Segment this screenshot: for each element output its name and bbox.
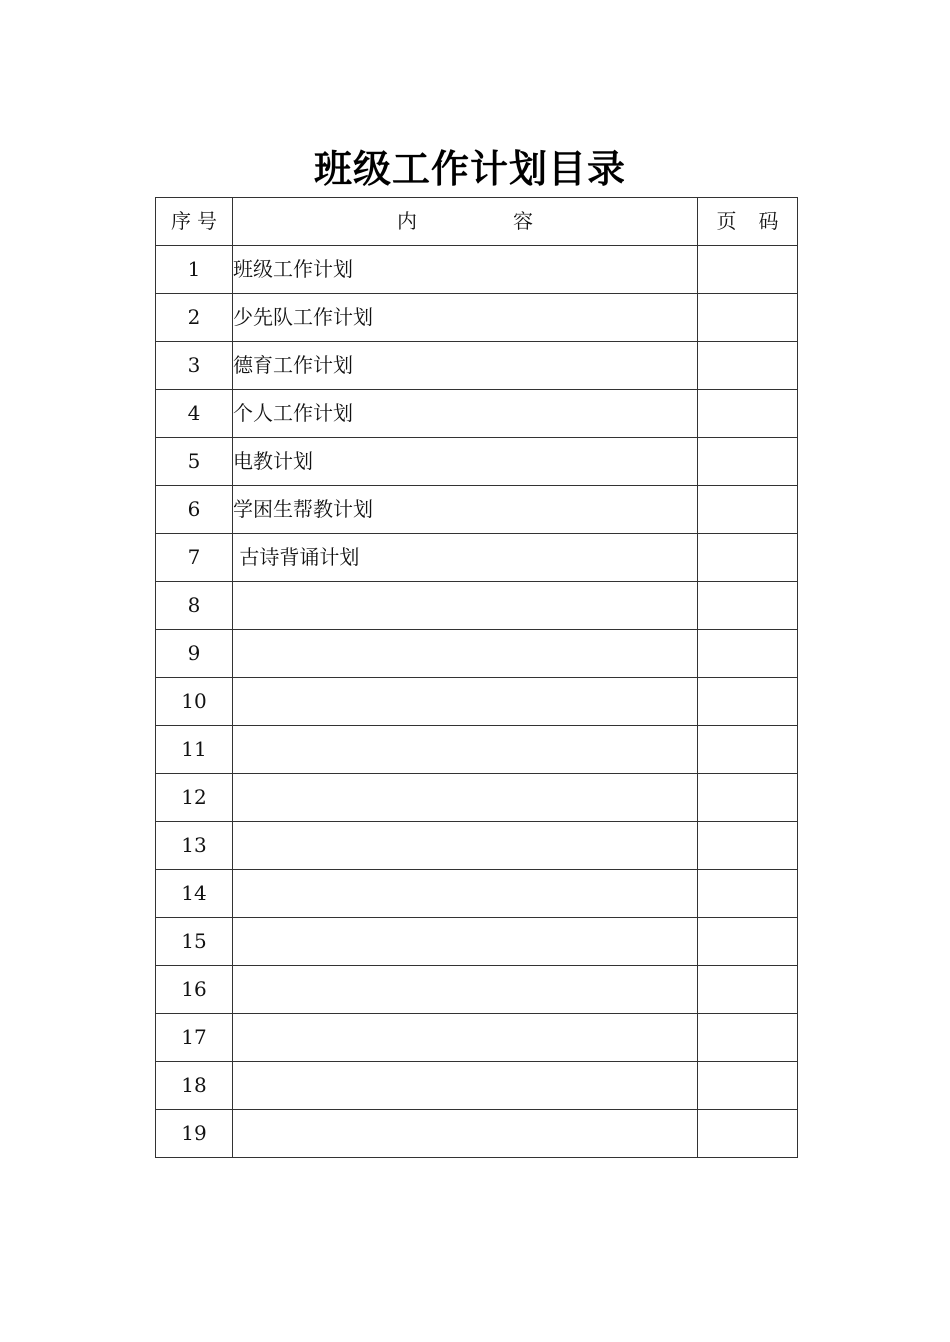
row-number-cell: 14 (156, 870, 233, 918)
row-number-cell: 3 (156, 342, 233, 390)
row-page-cell (698, 294, 798, 342)
header-number-char-1: 序 (171, 209, 191, 233)
row-number-cell: 10 (156, 678, 233, 726)
header-page-cell (698, 198, 798, 246)
row-page-cell (698, 630, 798, 678)
row-content-cell (233, 966, 698, 1014)
row-page-cell (698, 1014, 798, 1062)
row-content-cell (233, 1014, 698, 1062)
table-row (156, 1062, 798, 1110)
row-page-cell (698, 1062, 798, 1110)
table-row (156, 774, 798, 822)
header-number-char-2: 号 (197, 209, 217, 233)
row-page-cell (698, 678, 798, 726)
row-number-cell: 9 (156, 630, 233, 678)
row-number-cell: 4 (156, 390, 233, 438)
page-title: 班级工作计划目录 (313, 147, 626, 191)
row-number-cell: 7 (156, 534, 233, 582)
row-content-cell (233, 870, 698, 918)
header-number-cell (156, 198, 233, 246)
row-number-cell: 6 (156, 486, 233, 534)
row-page-cell (698, 774, 798, 822)
table-row (156, 918, 798, 966)
row-page-cell (698, 918, 798, 966)
row-content-cell (233, 678, 698, 726)
row-number-cell: 16 (156, 966, 233, 1014)
table-row (156, 534, 798, 582)
row-content-cell: 古诗背诵计划 (233, 534, 698, 582)
header-content-char-2: 容 (513, 209, 533, 233)
table-row (156, 342, 798, 390)
table-row (156, 678, 798, 726)
row-content-cell (233, 582, 698, 630)
row-page-cell (698, 390, 798, 438)
row-content-cell (233, 726, 698, 774)
row-page-cell (698, 246, 798, 294)
row-page-cell (698, 582, 798, 630)
table-row (156, 726, 798, 774)
row-page-cell (698, 438, 798, 486)
toc-table-body (156, 198, 798, 1158)
table-header-row (156, 198, 798, 246)
table-row (156, 870, 798, 918)
row-page-cell (698, 822, 798, 870)
table-row (156, 630, 798, 678)
row-content-cell (233, 822, 698, 870)
row-number-cell: 1 (156, 246, 233, 294)
header-content-char-1: 内 (397, 209, 417, 233)
row-content-cell (233, 630, 698, 678)
row-content-cell: 德育工作计划 (233, 342, 698, 390)
table-row (156, 1014, 798, 1062)
table-row (156, 438, 798, 486)
row-page-cell (698, 870, 798, 918)
row-number-cell: 11 (156, 726, 233, 774)
table-row (156, 390, 798, 438)
table-row (156, 822, 798, 870)
row-number-cell: 19 (156, 1110, 233, 1158)
table-row (156, 966, 798, 1014)
row-page-cell (698, 486, 798, 534)
table-row (156, 486, 798, 534)
row-page-cell (698, 966, 798, 1014)
row-number-cell: 2 (156, 294, 233, 342)
table-row (156, 1110, 798, 1158)
row-content-cell: 班级工作计划 (233, 246, 698, 294)
header-page-char-1: 页 (716, 209, 737, 233)
table-row (156, 246, 798, 294)
header-page-char-2: 码 (758, 209, 779, 233)
row-number-cell: 8 (156, 582, 233, 630)
row-number-cell: 12 (156, 774, 233, 822)
table-row (156, 294, 798, 342)
row-page-cell (698, 342, 798, 390)
row-content-cell: 少先队工作计划 (233, 294, 698, 342)
row-content-cell: 个人工作计划 (233, 390, 698, 438)
toc-table (155, 197, 798, 1158)
row-page-cell (698, 726, 798, 774)
row-number-cell: 5 (156, 438, 233, 486)
row-content-cell: 电教计划 (233, 438, 698, 486)
row-number-cell: 17 (156, 1014, 233, 1062)
row-content-cell: 学困生帮教计划 (233, 486, 698, 534)
row-content-cell (233, 918, 698, 966)
row-page-cell (698, 1110, 798, 1158)
row-page-cell (698, 534, 798, 582)
table-row (156, 582, 798, 630)
row-number-cell: 13 (156, 822, 233, 870)
row-content-cell (233, 1110, 698, 1158)
row-number-cell: 15 (156, 918, 233, 966)
header-content-cell (233, 198, 698, 246)
row-content-cell (233, 1062, 698, 1110)
row-content-cell (233, 774, 698, 822)
row-number-cell: 18 (156, 1062, 233, 1110)
